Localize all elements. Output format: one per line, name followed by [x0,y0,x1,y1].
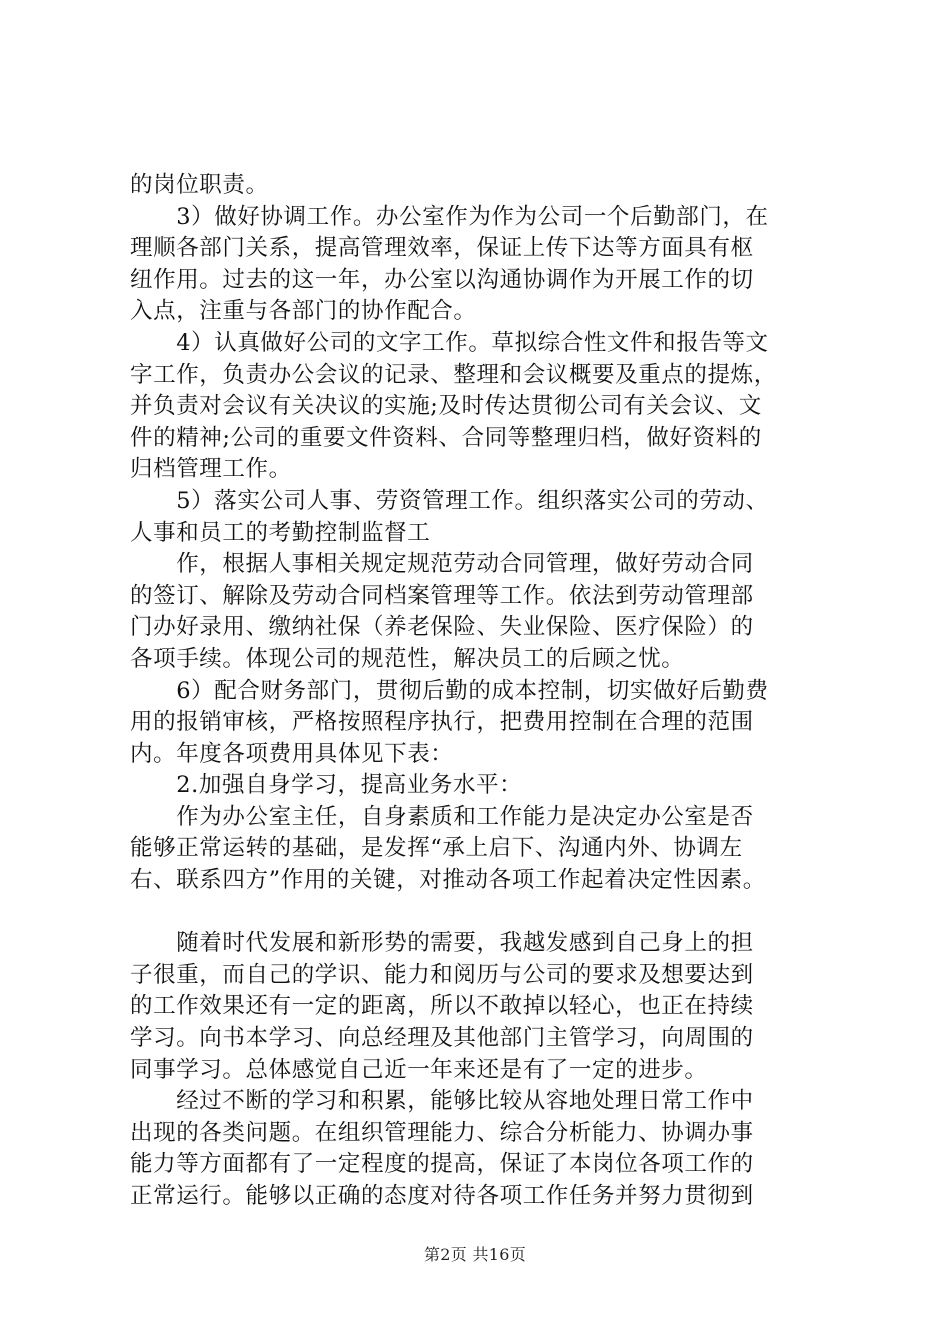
text-line: 经过不断的学习和积累，能够比较从容地处理日常工作中 [130,1088,754,1115]
text-line: 2.加强自身学习，提高业务水平： [130,772,523,799]
text-line: 右、联系四方”作用的关键，对推动各项工作起着决定性因素。 [130,867,766,894]
text-line: 的岗位职责。 [130,172,269,198]
page-number-footer: 第2页 共16页 [423,1245,527,1264]
text-line: 门办好录用、缴纳社保（养老保险、失业保险、医疗保险）的 [130,614,754,641]
text-line: 能够正常运转的基础，是发挥“承上启下、沟通内外、协调左 [130,835,743,862]
text-line: 内。年度各项费用具体见下表： [130,740,454,767]
text-line: 随着时代发展和新形势的需要，我越发感到自己身上的担 [130,930,754,957]
text-line: 人事和员工的考勤控制监督工 [130,519,431,546]
text-line: 5）落实公司人事、劳资管理工作。组织落实公司的劳动、 [130,487,769,514]
text-line: 字工作，负责办公会议的记录、整理和会议概要及重点的提炼， [130,361,777,388]
text-line: 用的报销审核，严格按照程序执行，把费用控制在合理的范围 [130,709,754,736]
text-line: 作为办公室主任，自身素质和工作能力是决定办公室是否 [130,803,754,830]
text-line: 学习。向书本学习、向总经理及其他部门主管学习，向周围的 [130,1025,754,1052]
text-line: 归档管理工作。 [130,456,292,483]
text-line: 正常运行。能够以正确的态度对待各项工作任务并努力贯彻到 [130,1183,754,1209]
text-line: 理顺各部门关系，提高管理效率，保证上传下达等方面具有枢 [130,235,754,262]
document-body [130,170,842,1213]
paragraph-gap [130,897,842,929]
text-line: 件的精神;公司的重要文件资料、合同等整理归档，做好资料的 [130,424,762,451]
text-line: 纽作用。过去的这一年，办公室以沟通协调作为开展工作的切 [130,266,754,293]
text-line: 子很重，而自己的学识、能力和阅历与公司的要求及想要达到 [130,961,754,988]
text-line: 的工作效果还有一定的距离，所以不敢掉以轻心，也正在持续 [130,993,754,1020]
text-line: 作，根据人事相关规定规范劳动合同管理，做好劳动合同 [130,551,754,578]
text-line: 的签订、解除及劳动合同档案管理等工作。依法到劳动管理部 [130,582,754,609]
text-line: 4）认真做好公司的文字工作。草拟综合性文件和报告等文 [130,329,769,356]
text-line: 同事学习。总体感觉自己近一年来还是有了一定的进步。 [130,1056,708,1083]
text-line: 各项手续。体现公司的规范性，解决员工的后顾之忧。 [130,645,685,672]
text-line: 能力等方面都有了一定程度的提高，保证了本岗位各项工作的 [130,1151,754,1178]
text-line: 并负责对会议有关决议的实施;及时传达贯彻公司有关会议、文 [130,393,762,420]
text-line: 入点，注重与各部门的协作配合。 [130,298,477,325]
text-line: 6）配合财务部门，贯彻后勤的成本控制，切实做好后勤费 [130,677,769,704]
text-line: 3）做好协调工作。办公室作为作为公司一个后勤部门，在 [130,203,769,230]
text-line: 出现的各类问题。在组织管理能力、综合分析能力、协调办事 [130,1119,754,1146]
